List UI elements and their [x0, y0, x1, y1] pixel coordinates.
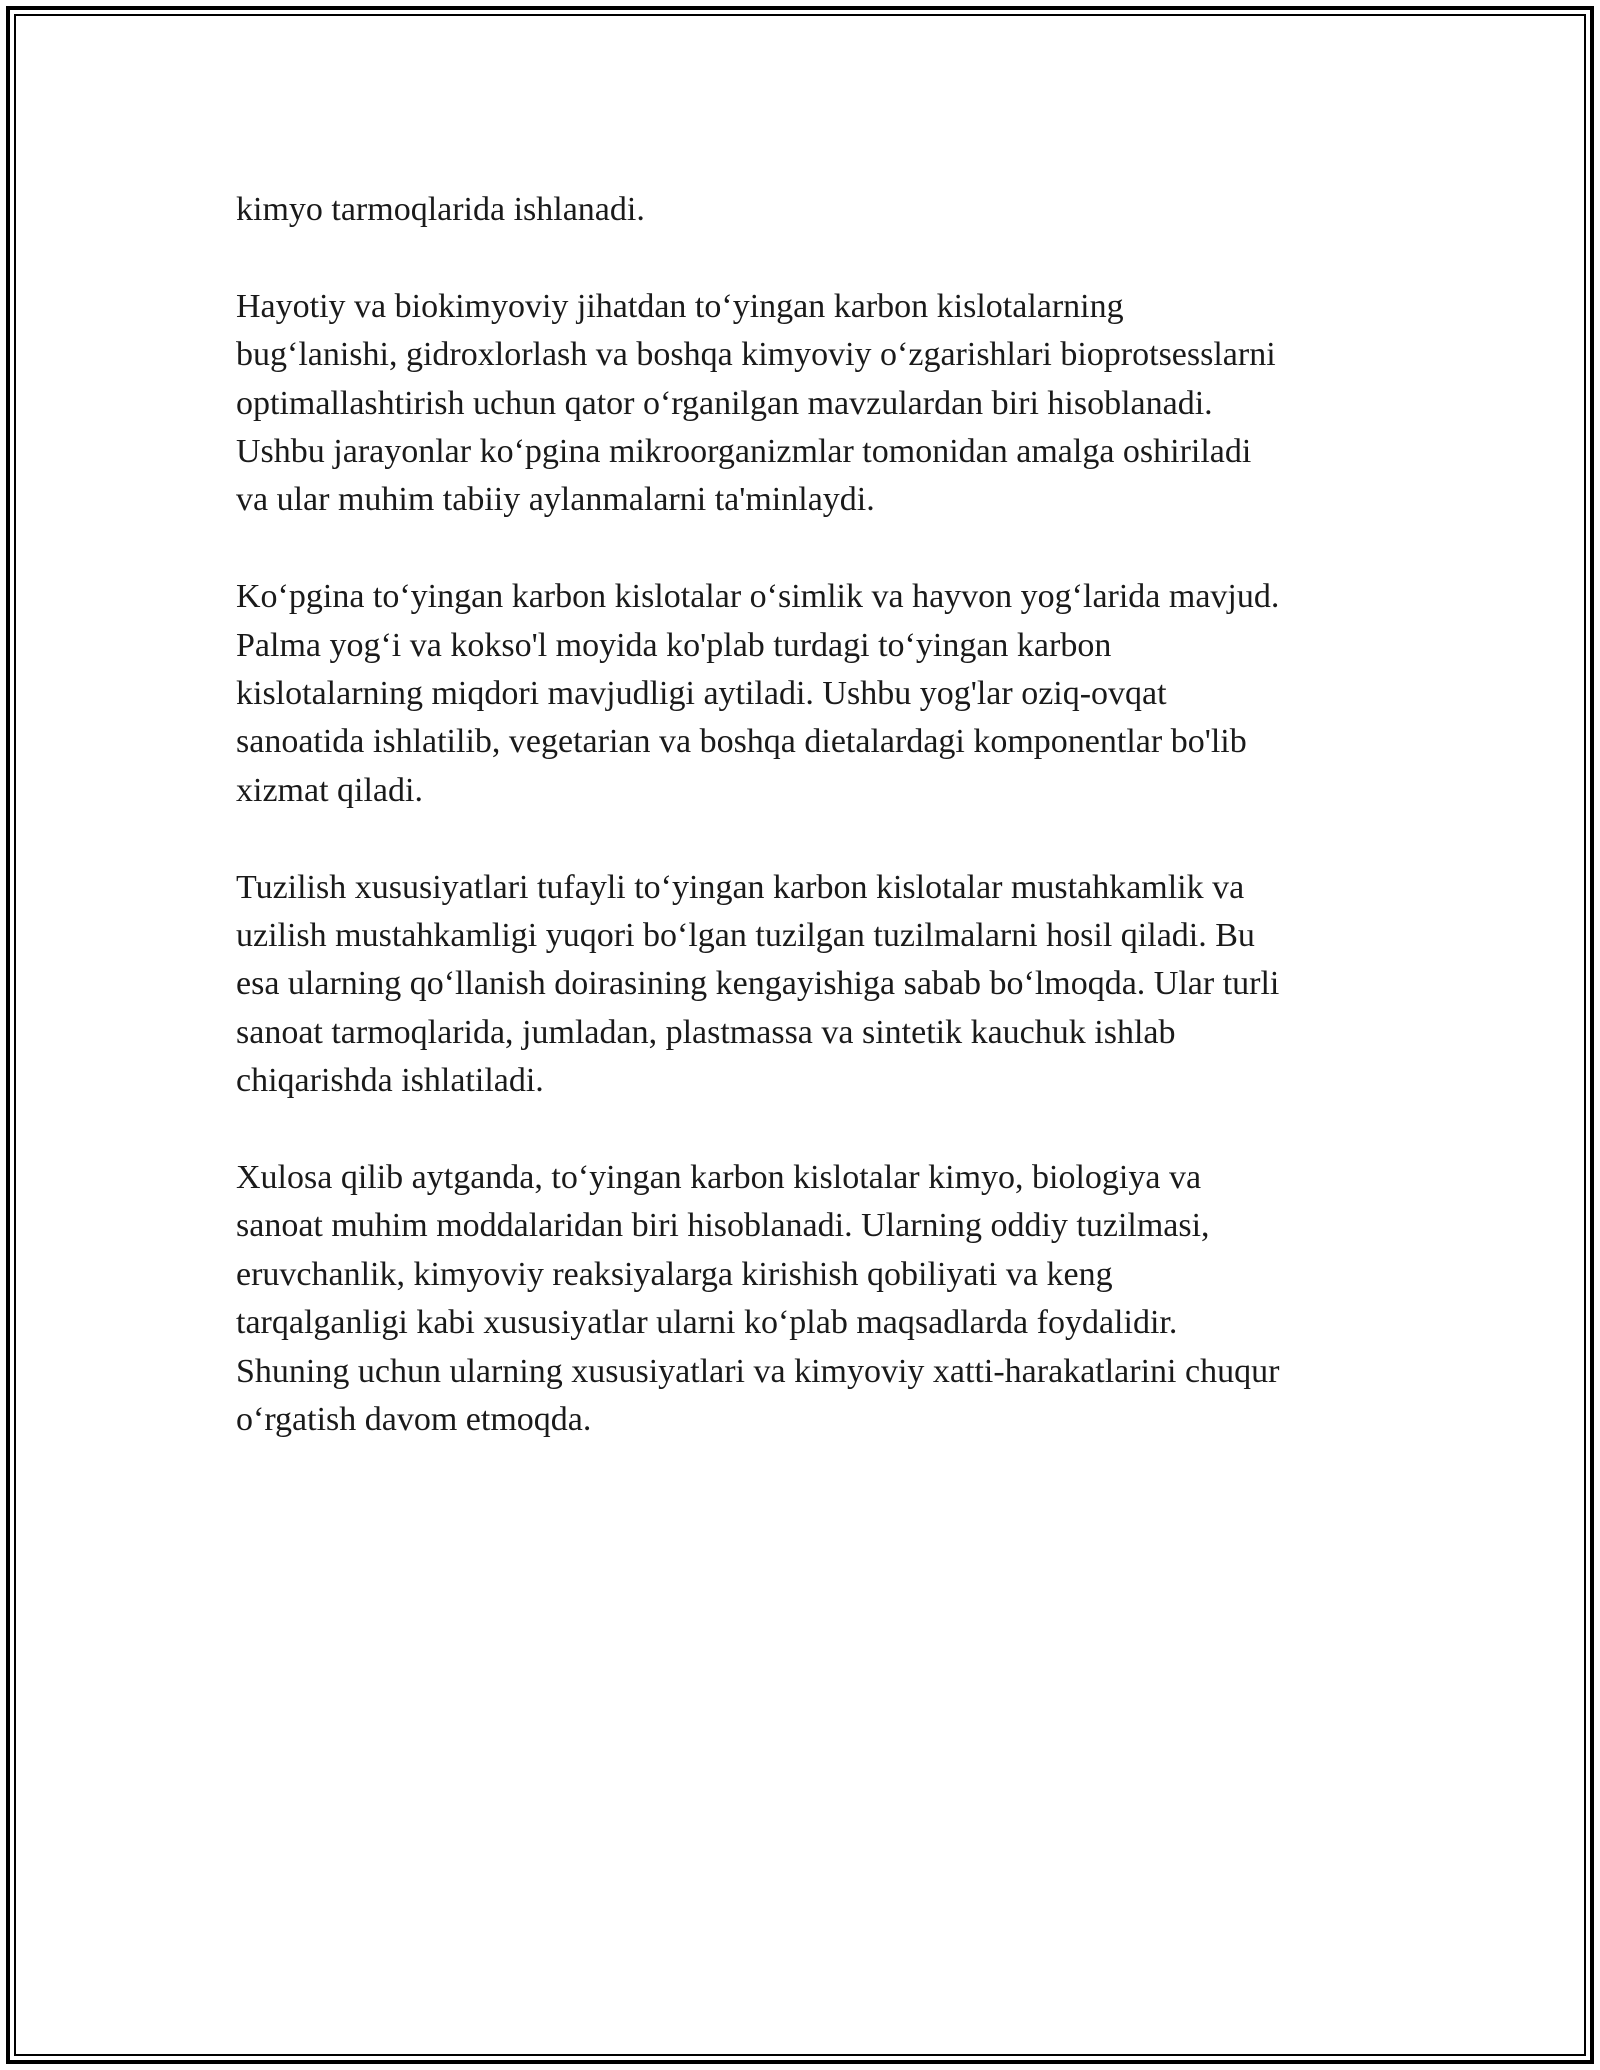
page-body	[236, 186, 1396, 1493]
paragraph-conclusion: Xulosa qilib aytganda, to‘yingan karbon kislotalar kimyo, biologiya va sanoat muhim moddalaridan biri hisoblanadi. Ularning oddiy tuzilmasi, eruvchanlik, kimyoviy reaksiyalarga kirishish qobiliyati va keng tarqalganligi kabi xususiyatlar ularni ko‘plab maqsadlarda foydalidir. Shuning uchun ularning xususiyatlari va kimyoviy xatti-harakatlarini chuqur o‘rgatish davom etmoqda.	[236, 1159, 1280, 1439]
paragraph-continuation: kimyo tarmoqlarida ishlanadi.	[236, 191, 645, 228]
paragraph-structure-properties: Tuzilish xususiyatlari tufayli to‘yingan karbon kislotalar mustahkamlik va uzilish mustahkamligi yuqori bo‘lgan tuzilgan tuzilmalarni hosil qiladi. Bu esa ularning qo‘llanish doirasining kengayishiga sabab bo‘lmoqda. Ular turli sanoat tarmoqlarida, jumladan, plastmassa va sintetik kauchuk ishlab chiqarishda ishlatiladi.	[236, 868, 1280, 1100]
paragraph-fats-oils: Ko‘pgina to‘yingan karbon kislotalar o‘simlik va hayvon yog‘larida mavjud. Palma yog‘i va kokso'l moyida ko'plab turdagi to‘yingan karbon kislotalarning miqdori mavjudligi aytiladi. Ushbu yog'lar oziq-ovqat sanoatida ishlatilib, vegetarian va boshqa dietalardagi komponentlar bo'lib xizmat qiladi.	[236, 578, 1280, 809]
paragraph-biochemistry: Hayotiy va biokimyoviy jihatdan to‘yingan karbon kislotalarning bug‘lanishi, gidroxlorlash va boshqa kimyoviy o‘zgarishlari bioprotsesslarni optimallashtirish uchun qator o‘rganilgan mavzulardan biri hisoblanadi. Ushbu jarayonlar ko‘pgina mikroorganizmlar tomonidan amalga oshiriladi va ular muhim tabiiy aylanmalarni ta'minlaydi.	[236, 287, 1276, 519]
